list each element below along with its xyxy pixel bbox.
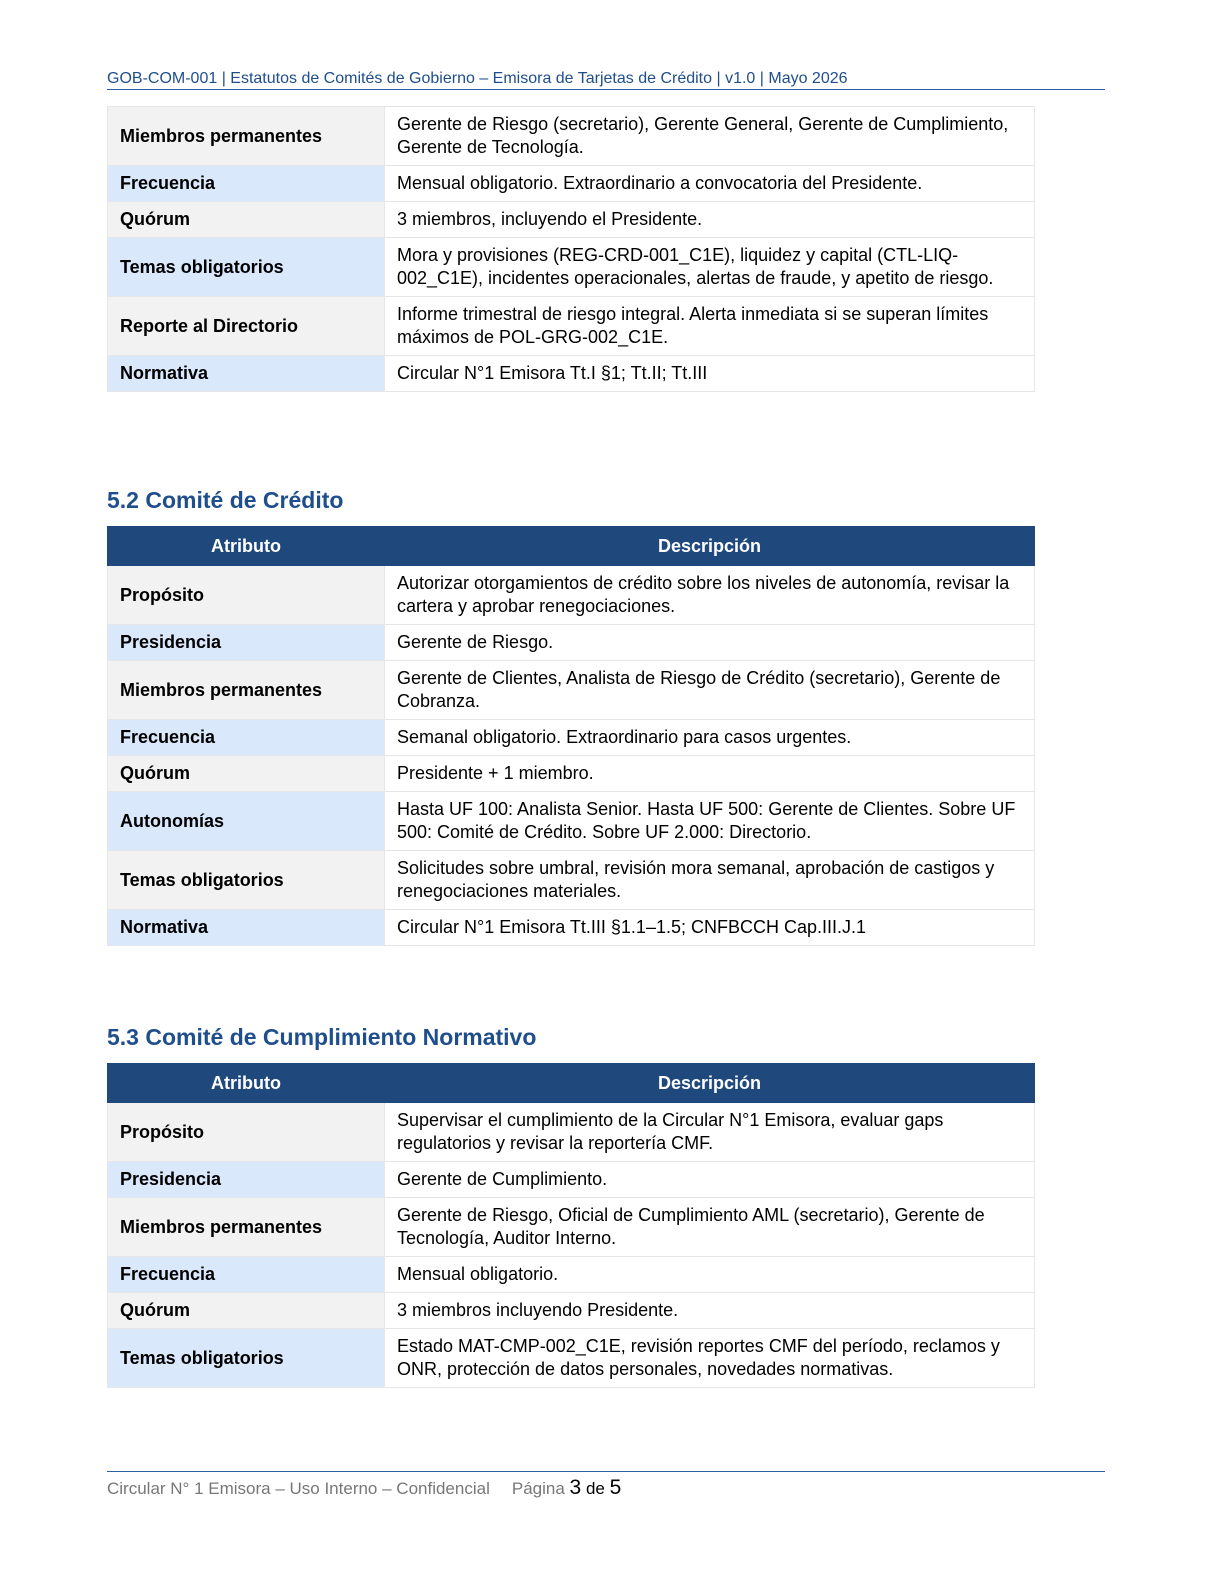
attribute-cell: Autonomías — [108, 792, 385, 851]
attribute-cell: Miembros permanentes — [108, 1198, 385, 1257]
attribute-cell: Frecuencia — [108, 166, 385, 202]
table-row — [108, 756, 1035, 792]
description-cell: Solicitudes sobre umbral, revisión mora semanal, aprobación de castigos y renegociaciones materiales. — [385, 851, 1035, 910]
column-header-attribute: Atributo — [108, 527, 385, 566]
column-header-attribute: Atributo — [108, 1064, 385, 1103]
description-cell: Informe trimestral de riesgo integral. Alerta inmediata si se superan límites máximos de POL-GRG-002_C1E. — [385, 297, 1035, 356]
table-row — [108, 851, 1035, 910]
table-header-row — [108, 1064, 1035, 1103]
table-row — [108, 107, 1035, 166]
page-label: Página — [511, 1479, 565, 1498]
description-cell: Autorizar otorgamientos de crédito sobre los niveles de autonomía, revisar la cartera y aprobar renegociaciones. — [385, 566, 1035, 625]
attribute-cell: Temas obligatorios — [108, 1329, 385, 1388]
page-of-label: de — [585, 1479, 605, 1498]
attribute-cell: Temas obligatorios — [108, 851, 385, 910]
attribute-cell: Normativa — [108, 910, 385, 946]
table-row — [108, 625, 1035, 661]
description-cell: Gerente de Riesgo (secretario), Gerente General, Gerente de Cumplimiento, Gerente de Tecnología. — [385, 107, 1035, 166]
description-cell: 3 miembros, incluyendo el Presidente. — [385, 202, 1035, 238]
attribute-cell: Frecuencia — [108, 720, 385, 756]
attribute-cell: Temas obligatorios — [108, 238, 385, 297]
table-row — [108, 356, 1035, 392]
table-row — [108, 1293, 1035, 1329]
section-title-cumplimiento: 5.3 Comité de Cumplimiento Normativo — [107, 1024, 537, 1050]
description-cell: Gerente de Clientes, Analista de Riesgo de Crédito (secretario), Gerente de Cobranza. — [385, 661, 1035, 720]
table-row — [108, 910, 1035, 946]
table-row — [108, 720, 1035, 756]
table-row — [108, 238, 1035, 297]
footer-divider — [107, 1471, 1105, 1472]
committee-table-cumplimiento — [107, 1063, 1035, 1388]
attribute-cell: Quórum — [108, 202, 385, 238]
attribute-cell: Propósito — [108, 1103, 385, 1162]
description-cell: 3 miembros incluyendo Presidente. — [385, 1293, 1035, 1329]
description-cell: Gerente de Riesgo, Oficial de Cumplimiento AML (secretario), Gerente de Tecnología, Auditor Interno. — [385, 1198, 1035, 1257]
page-footer — [107, 1476, 621, 1500]
page-number: 3 — [569, 1476, 582, 1499]
description-cell: Mensual obligatorio. Extraordinario a convocatoria del Presidente. — [385, 166, 1035, 202]
attribute-cell: Miembros permanentes — [108, 661, 385, 720]
attribute-cell: Presidencia — [108, 625, 385, 661]
description-cell: Mensual obligatorio. — [385, 1257, 1035, 1293]
table-row — [108, 166, 1035, 202]
page-header: GOB-COM-001 | Estatutos de Comités de Gobierno – Emisora de Tarjetas de Crédito | v1.0 | Mayo 2026 — [107, 70, 1105, 90]
attribute-cell: Normativa — [108, 356, 385, 392]
table-row — [108, 202, 1035, 238]
page-total: 5 — [609, 1476, 622, 1499]
table-row — [108, 1329, 1035, 1388]
description-cell: Presidente + 1 miembro. — [385, 756, 1035, 792]
attribute-cell: Reporte al Directorio — [108, 297, 385, 356]
table-row — [108, 1103, 1035, 1162]
table-row — [108, 297, 1035, 356]
footer-text: Circular N° 1 Emisora – Uso Interno – Confidencial — [107, 1479, 490, 1498]
column-header-description: Descripción — [385, 1064, 1035, 1103]
table-row — [108, 1162, 1035, 1198]
description-cell: Semanal obligatorio. Extraordinario para casos urgentes. — [385, 720, 1035, 756]
table-header-row — [108, 527, 1035, 566]
description-cell: Supervisar el cumplimiento de la Circular N°1 Emisora, evaluar gaps regulatorios y revisar la reportería CMF. — [385, 1103, 1035, 1162]
table-row — [108, 566, 1035, 625]
attribute-cell: Presidencia — [108, 1162, 385, 1198]
section-title-credito: 5.2 Comité de Crédito — [107, 487, 344, 513]
description-cell: Gerente de Cumplimiento. — [385, 1162, 1035, 1198]
table-row — [108, 1257, 1035, 1293]
attribute-cell: Miembros permanentes — [108, 107, 385, 166]
column-header-description: Descripción — [385, 527, 1035, 566]
attribute-cell: Quórum — [108, 1293, 385, 1329]
description-cell: Hasta UF 100: Analista Senior. Hasta UF 500: Gerente de Clientes. Sobre UF 500: Comité de Crédito. Sobre UF 2.000: Directorio. — [385, 792, 1035, 851]
attribute-cell: Frecuencia — [108, 1257, 385, 1293]
table-row — [108, 792, 1035, 851]
table-row — [108, 661, 1035, 720]
description-cell: Circular N°1 Emisora Tt.I §1; Tt.II; Tt.III — [385, 356, 1035, 392]
description-cell: Circular N°1 Emisora Tt.III §1.1–1.5; CNFBCCH Cap.III.J.1 — [385, 910, 1035, 946]
attribute-cell: Propósito — [108, 566, 385, 625]
description-cell: Estado MAT-CMP-002_C1E, revisión reportes CMF del período, reclamos y ONR, protección de datos personales, novedades normativas. — [385, 1329, 1035, 1388]
description-cell: Mora y provisiones (REG-CRD-001_C1E), liquidez y capital (CTL-LIQ-002_C1E), incidentes operacionales, alertas de fraude, y apetito de riesgo. — [385, 238, 1035, 297]
attribute-cell: Quórum — [108, 756, 385, 792]
table-row — [108, 1198, 1035, 1257]
committee-table-credito — [107, 526, 1035, 946]
description-cell: Gerente de Riesgo. — [385, 625, 1035, 661]
committee-table-continued — [107, 106, 1035, 392]
